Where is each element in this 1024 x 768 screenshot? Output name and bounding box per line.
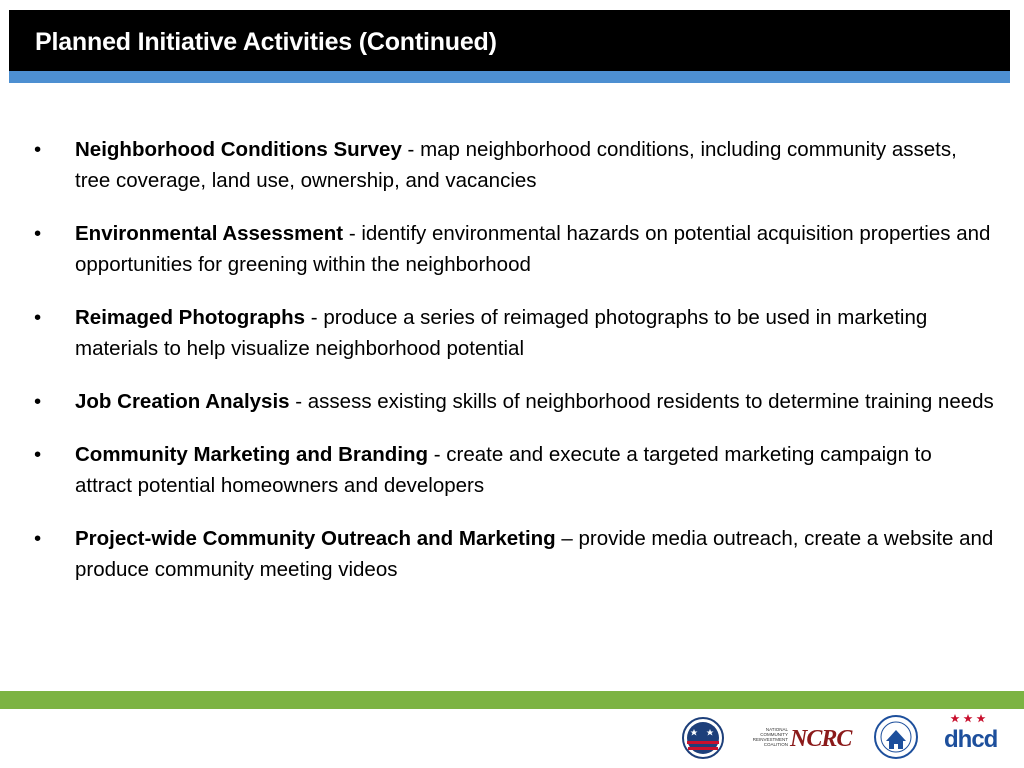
bullet-term: Job Creation Analysis: [75, 390, 290, 413]
bullet-separator: –: [555, 527, 579, 550]
title-underline: [9, 71, 1010, 83]
bullet-separator: -: [401, 138, 421, 161]
bullet-list: [34, 134, 994, 607]
bullet-term: Project-wide Community Outreach and Marketing: [75, 527, 556, 550]
bullet-item: [34, 302, 994, 364]
bullet-description: create and execute a targeted marketing campaign to attract potential homeowners and developers: [75, 443, 932, 497]
bullet-item: [34, 134, 994, 196]
bullet-separator: -: [428, 443, 447, 466]
footer-bar: [0, 691, 1024, 709]
bullet-description: identify environmental hazards on potential acquisition properties and opportunities for greening within the neighborhood: [75, 222, 991, 276]
slide-title: Planned Initiative Activities (Continued): [35, 28, 497, 56]
bullet-marker: •: [34, 306, 42, 329]
bullet-term: Neighborhood Conditions Survey: [75, 138, 402, 161]
bullet-marker: •: [34, 138, 42, 161]
bullet-marker: •: [34, 222, 42, 245]
bullet-description: provide media outreach, create a website and produce community meeting videos: [75, 527, 994, 581]
bullet-item: [34, 439, 994, 501]
ncrc-logo: NCRC: [790, 726, 852, 752]
bullet-marker: •: [34, 390, 42, 413]
dhcd-logo: dhcd: [944, 726, 998, 753]
title-bar: [9, 10, 1010, 71]
bullet-item: [34, 523, 994, 585]
bullet-item: [34, 386, 994, 417]
bullet-item: [34, 218, 994, 280]
bullet-separator: -: [305, 306, 324, 329]
bullet-marker: •: [34, 443, 42, 466]
seal-logo-icon: [682, 717, 724, 759]
bullet-description: produce a series of reimaged photographs to be used in marketing materials to help visualize neighborhood potential: [75, 306, 928, 360]
ncrc-caption: NATIONAL COMMUNITY REINVESTMENT COALITION: [752, 727, 788, 747]
bullet-description: map neighborhood conditions, including community assets, tree coverage, land use, ownership, and vacancies: [75, 138, 957, 192]
bullet-term: Community Marketing and Branding: [75, 443, 429, 466]
bullet-term: Reimaged Photographs: [75, 306, 306, 329]
bullet-term: Environmental Assessment: [75, 222, 344, 245]
bullet-separator: -: [343, 222, 362, 245]
bullet-separator: -: [289, 390, 308, 413]
bullet-marker: •: [34, 527, 42, 550]
footer-logos: [0, 709, 1024, 768]
stars-icon: [950, 714, 986, 724]
hud-seal-icon: [874, 715, 918, 759]
bullet-description: assess existing skills of neighborhood residents to determine training needs: [307, 390, 994, 413]
